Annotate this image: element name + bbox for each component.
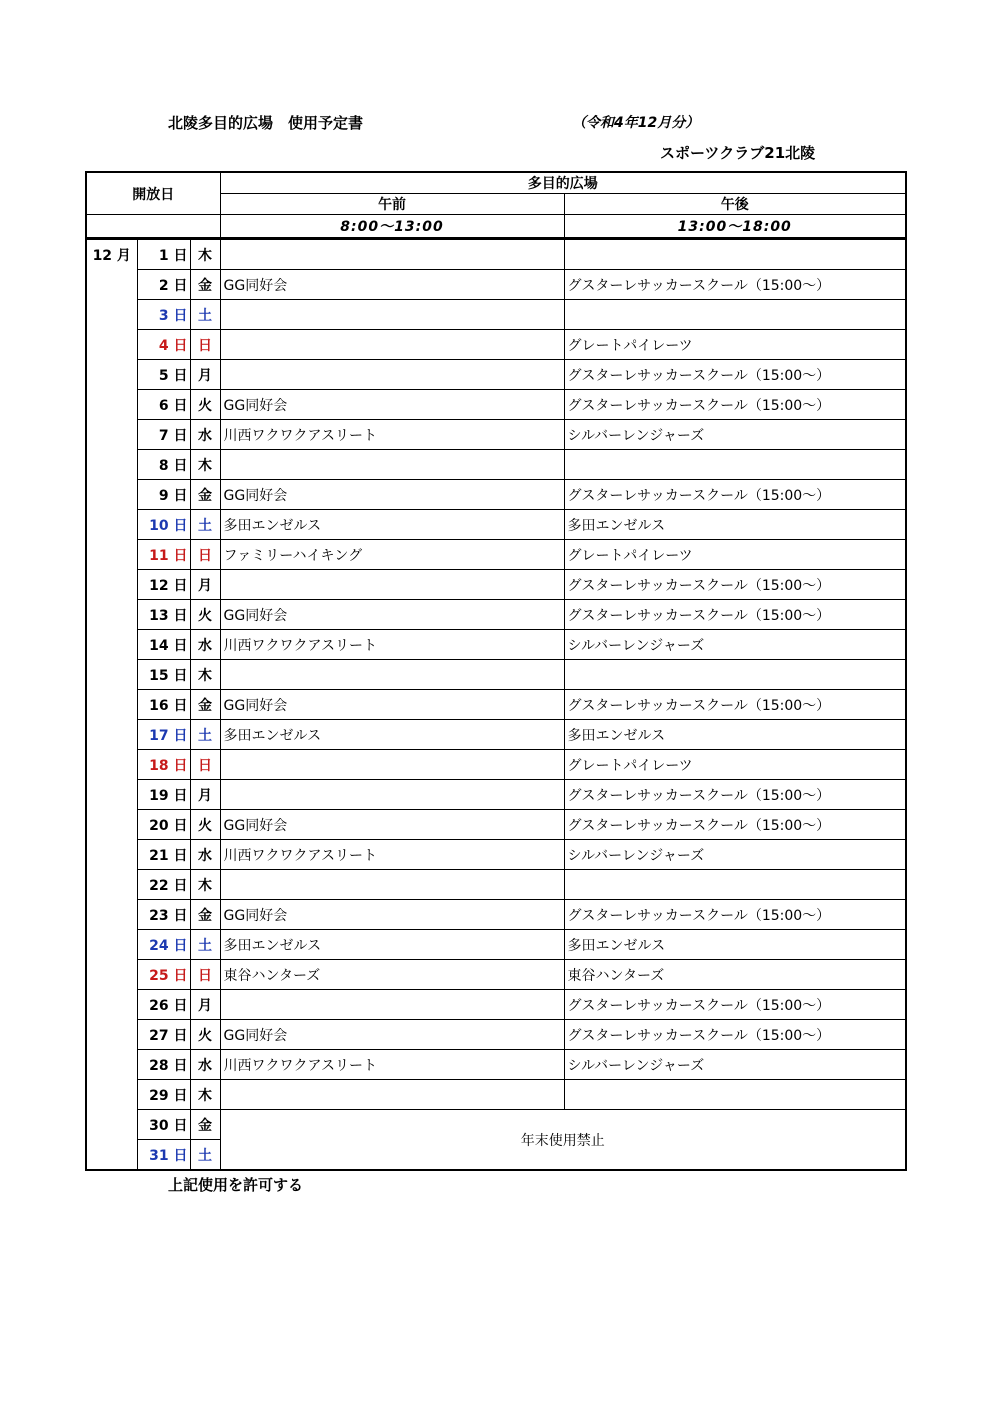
day-cell: 17 日 <box>137 720 190 750</box>
weekday-cell: 水 <box>190 420 220 450</box>
pm-cell: グスターレサッカースクール（15:00～） <box>564 570 906 600</box>
table-row <box>86 330 906 360</box>
header-time-pm: 13:00～18:00 <box>564 215 906 239</box>
table-row <box>86 840 906 870</box>
weekday-cell: 水 <box>190 630 220 660</box>
weekday-cell: 日 <box>190 330 220 360</box>
day-cell: 30 日 <box>137 1110 190 1140</box>
day-cell: 31 日 <box>137 1140 190 1171</box>
day-cell: 22 日 <box>137 870 190 900</box>
table-row <box>86 480 906 510</box>
header-open-day: 開放日 <box>86 172 220 215</box>
table-row <box>86 930 906 960</box>
table-row <box>86 1080 906 1110</box>
day-cell: 14 日 <box>137 630 190 660</box>
pm-cell: シルバーレンジャーズ <box>564 1050 906 1080</box>
pm-cell: グスターレサッカースクール（15:00～） <box>564 900 906 930</box>
day-cell: 24 日 <box>137 930 190 960</box>
weekday-cell: 水 <box>190 840 220 870</box>
table-row <box>86 420 906 450</box>
weekday-cell: 日 <box>190 540 220 570</box>
am-cell: GG同好会 <box>220 900 564 930</box>
day-cell: 9 日 <box>137 480 190 510</box>
weekday-cell: 金 <box>190 900 220 930</box>
day-cell: 21 日 <box>137 840 190 870</box>
pm-cell: 多田エンゼルス <box>564 930 906 960</box>
am-cell <box>220 870 564 900</box>
am-cell: GG同好会 <box>220 1020 564 1050</box>
am-cell <box>220 570 564 600</box>
am-cell <box>220 360 564 390</box>
pm-cell: グレートパイレーツ <box>564 330 906 360</box>
schedule-table <box>85 171 907 1171</box>
pm-cell: グスターレサッカースクール（15:00～） <box>564 480 906 510</box>
day-cell: 19 日 <box>137 780 190 810</box>
header-pm: 午後 <box>564 194 906 215</box>
am-cell: 多田エンゼルス <box>220 930 564 960</box>
table-row <box>86 600 906 630</box>
weekday-cell: 土 <box>190 1140 220 1171</box>
weekday-cell: 火 <box>190 810 220 840</box>
am-cell: GG同好会 <box>220 270 564 300</box>
table-row <box>86 1110 906 1140</box>
weekday-cell: 月 <box>190 570 220 600</box>
table-row <box>86 750 906 780</box>
pm-cell <box>564 1080 906 1110</box>
period-label: （令和4年12月分） <box>572 115 700 131</box>
pm-cell: グレートパイレーツ <box>564 540 906 570</box>
day-cell: 27 日 <box>137 1020 190 1050</box>
am-cell <box>220 450 564 480</box>
weekday-cell: 木 <box>190 660 220 690</box>
weekday-cell: 月 <box>190 780 220 810</box>
day-cell: 4 日 <box>137 330 190 360</box>
header-am: 午前 <box>220 194 564 215</box>
pm-cell: シルバーレンジャーズ <box>564 840 906 870</box>
pm-cell: グスターレサッカースクール（15:00～） <box>564 390 906 420</box>
table-row <box>86 690 906 720</box>
table-row <box>86 780 906 810</box>
weekday-cell: 火 <box>190 390 220 420</box>
table-row <box>86 540 906 570</box>
pm-cell: 多田エンゼルス <box>564 720 906 750</box>
weekday-cell: 木 <box>190 1080 220 1110</box>
day-cell: 8 日 <box>137 450 190 480</box>
pm-cell <box>564 870 906 900</box>
day-cell: 2 日 <box>137 270 190 300</box>
am-cell: 川西ワクワクアスリート <box>220 1050 564 1080</box>
am-cell: 多田エンゼルス <box>220 720 564 750</box>
weekday-cell: 火 <box>190 600 220 630</box>
header-time-am: 8:00～13:00 <box>220 215 564 239</box>
pm-cell: 東谷ハンターズ <box>564 960 906 990</box>
day-cell: 7 日 <box>137 420 190 450</box>
am-cell: 多田エンゼルス <box>220 510 564 540</box>
day-cell: 16 日 <box>137 690 190 720</box>
weekday-cell: 金 <box>190 690 220 720</box>
pm-cell <box>564 660 906 690</box>
am-cell <box>220 780 564 810</box>
pm-cell <box>564 450 906 480</box>
am-cell <box>220 239 564 270</box>
pm-cell: グスターレサッカースクール（15:00～） <box>564 690 906 720</box>
day-cell: 28 日 <box>137 1050 190 1080</box>
header-field: 多目的広場 <box>220 172 906 194</box>
day-cell: 10 日 <box>137 510 190 540</box>
weekday-cell: 水 <box>190 1050 220 1080</box>
weekday-cell: 日 <box>190 750 220 780</box>
table-row <box>86 570 906 600</box>
day-cell: 13 日 <box>137 600 190 630</box>
table-row <box>86 300 906 330</box>
weekday-cell: 木 <box>190 450 220 480</box>
day-cell: 20 日 <box>137 810 190 840</box>
am-cell: 川西ワクワクアスリート <box>220 840 564 870</box>
table-row <box>86 960 906 990</box>
weekday-cell: 金 <box>190 1110 220 1140</box>
weekday-cell: 土 <box>190 510 220 540</box>
table-row <box>86 720 906 750</box>
pm-cell: 多田エンゼルス <box>564 510 906 540</box>
am-cell <box>220 750 564 780</box>
pm-cell: グスターレサッカースクール（15:00～） <box>564 600 906 630</box>
table-row <box>86 390 906 420</box>
am-cell: GG同好会 <box>220 600 564 630</box>
weekday-cell: 金 <box>190 270 220 300</box>
weekday-cell: 火 <box>190 1020 220 1050</box>
weekday-cell: 土 <box>190 930 220 960</box>
am-cell: GG同好会 <box>220 480 564 510</box>
approval-note: 上記使用を許可する <box>168 1176 304 1194</box>
day-cell: 3 日 <box>137 300 190 330</box>
weekday-cell: 木 <box>190 239 220 270</box>
table-row <box>86 1050 906 1080</box>
am-cell <box>220 300 564 330</box>
day-cell: 15 日 <box>137 660 190 690</box>
day-cell: 29 日 <box>137 1080 190 1110</box>
pm-cell: シルバーレンジャーズ <box>564 630 906 660</box>
pm-cell: グスターレサッカースクール（15:00～） <box>564 360 906 390</box>
day-cell: 26 日 <box>137 990 190 1020</box>
day-cell: 5 日 <box>137 360 190 390</box>
weekday-cell: 土 <box>190 300 220 330</box>
am-cell: GG同好会 <box>220 690 564 720</box>
am-cell: 川西ワクワクアスリート <box>220 630 564 660</box>
table-row <box>86 270 906 300</box>
day-cell: 25 日 <box>137 960 190 990</box>
table-row <box>86 1020 906 1050</box>
pm-cell: グスターレサッカースクール（15:00～） <box>564 1020 906 1050</box>
am-cell <box>220 990 564 1020</box>
am-cell: ファミリーハイキング <box>220 540 564 570</box>
table-row <box>86 900 906 930</box>
table-row <box>86 239 906 270</box>
pm-cell: グスターレサッカースクール（15:00～） <box>564 990 906 1020</box>
table-row <box>86 810 906 840</box>
header-blank <box>86 215 220 239</box>
table-row <box>86 510 906 540</box>
table-row <box>86 450 906 480</box>
day-cell: 6 日 <box>137 390 190 420</box>
pm-cell: グスターレサッカースクール（15:00～） <box>564 780 906 810</box>
pm-cell: グスターレサッカースクール（15:00～） <box>564 270 906 300</box>
day-cell: 11 日 <box>137 540 190 570</box>
weekday-cell: 月 <box>190 360 220 390</box>
pm-cell <box>564 300 906 330</box>
table-row <box>86 990 906 1020</box>
day-cell: 23 日 <box>137 900 190 930</box>
day-cell: 1 日 <box>137 239 190 270</box>
table-row <box>86 660 906 690</box>
day-cell: 12 日 <box>137 570 190 600</box>
pm-cell: グレートパイレーツ <box>564 750 906 780</box>
am-cell: 東谷ハンターズ <box>220 960 564 990</box>
am-cell: GG同好会 <box>220 390 564 420</box>
document-title: 北陵多目的広場 使用予定書 <box>168 114 364 132</box>
pm-cell: シルバーレンジャーズ <box>564 420 906 450</box>
weekday-cell: 月 <box>190 990 220 1020</box>
am-cell <box>220 660 564 690</box>
month-cell: 12 月 <box>86 239 137 1171</box>
weekday-cell: 金 <box>190 480 220 510</box>
am-cell <box>220 1080 564 1110</box>
table-row <box>86 870 906 900</box>
pm-cell: グスターレサッカースクール（15:00～） <box>564 810 906 840</box>
table-row <box>86 630 906 660</box>
table-row <box>86 360 906 390</box>
club-name: スポーツクラブ21北陵 <box>660 144 816 162</box>
day-cell: 18 日 <box>137 750 190 780</box>
closed-notice: 年末使用禁止 <box>220 1110 906 1171</box>
am-cell <box>220 330 564 360</box>
am-cell: GG同好会 <box>220 810 564 840</box>
am-cell: 川西ワクワクアスリート <box>220 420 564 450</box>
pm-cell <box>564 239 906 270</box>
weekday-cell: 日 <box>190 960 220 990</box>
weekday-cell: 木 <box>190 870 220 900</box>
weekday-cell: 土 <box>190 720 220 750</box>
